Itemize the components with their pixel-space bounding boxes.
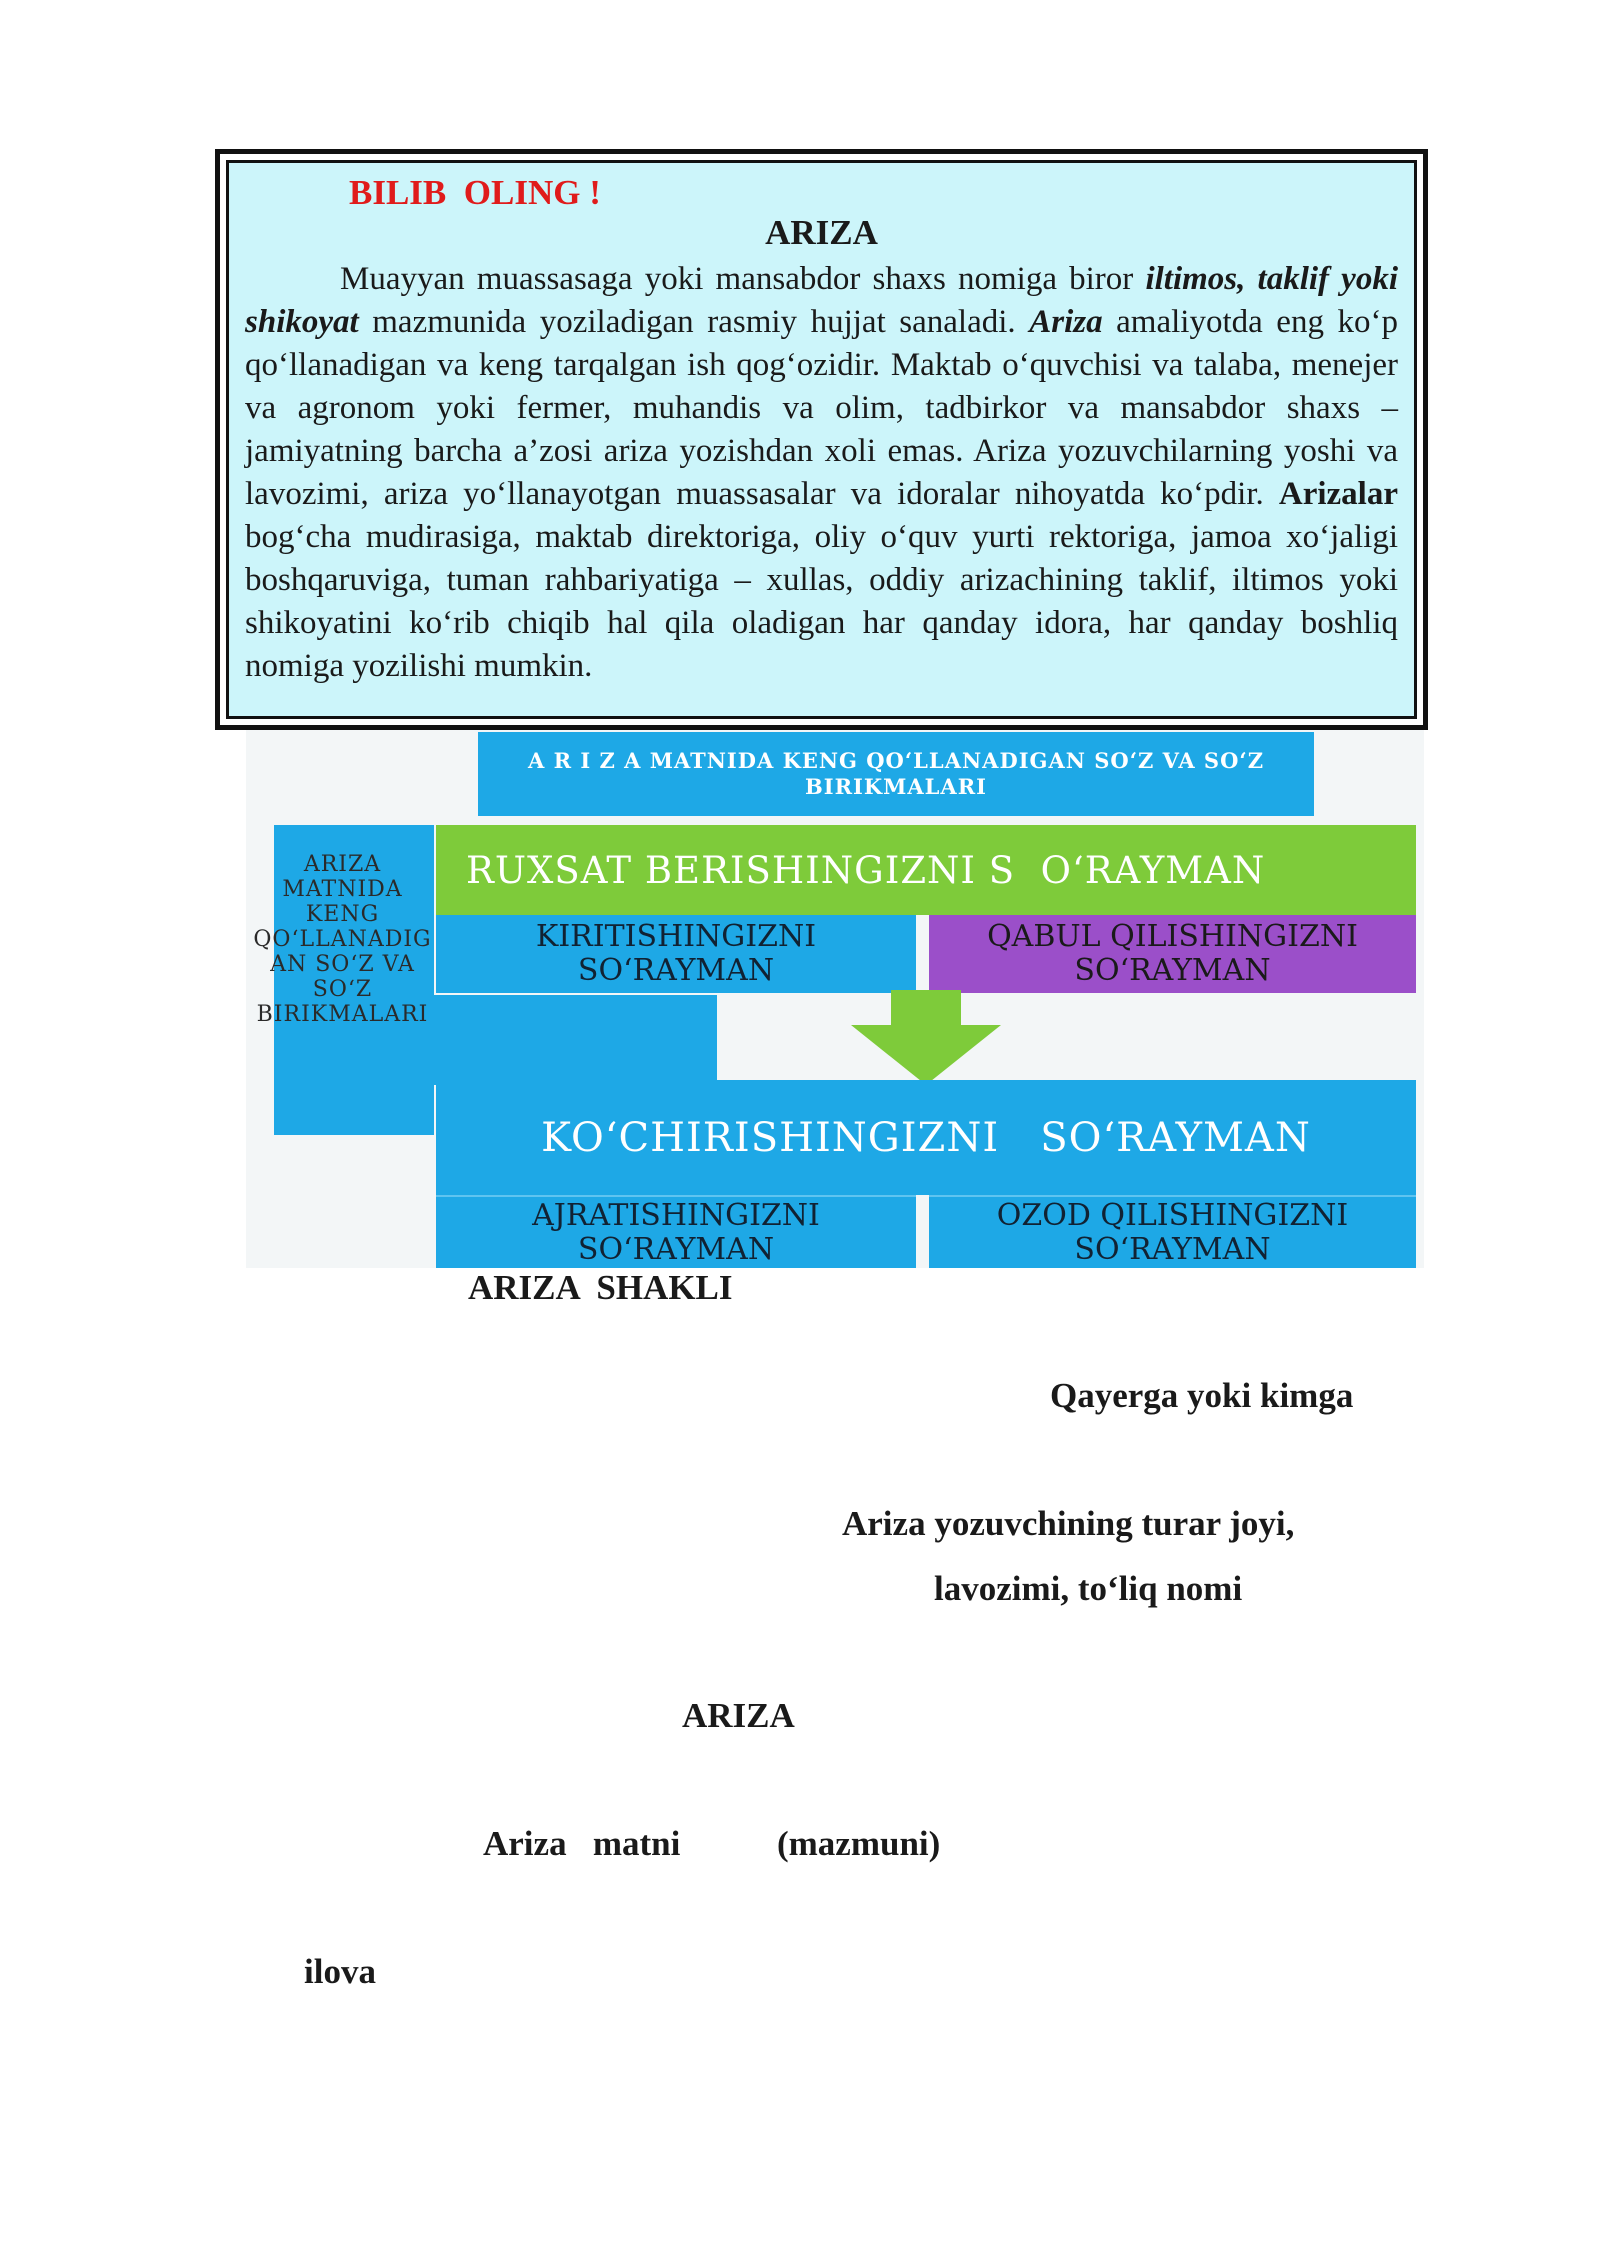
diagram-blue-bottom-right-box: OZOD QILISHINGIZNI SO‘RAYMAN <box>929 1195 1416 1268</box>
diagram-top-label-line2: BIRIKMALARI <box>805 774 987 799</box>
diagram-top-label <box>478 732 1314 816</box>
form-body-note: (mazmuni) <box>777 1824 941 1863</box>
info-paragraph-run: bog‘cha mudirasiga, maktab direktoriga, oliy o‘quv yurti rektoriga, jamoa xo‘jaligi boshqaruviga, tuman rahbariyatiga – xullas, oddiy arizachining taklif, iltimos yoki shikoyatini ko‘rib chiqib hal qila oladigan har qanday idora, har qanday boshliq nomiga yozilishi mumkin. <box>245 519 1398 684</box>
form-sender-line1: Ariza yozuvchining turar joyi, <box>842 1504 1295 1543</box>
diagram-blue-bottom-left-box: AJRATISHINGIZNI SO‘RAYMAN <box>436 1195 916 1268</box>
info-heading: BILIB OLING ! <box>349 173 601 212</box>
diagram-purple-box: QABUL QILISHINGIZNI SO‘RAYMAN <box>929 915 1416 993</box>
form-title: ARIZA SHAKLI <box>468 1268 733 1307</box>
info-paragraph-run: Ariza <box>1029 304 1103 340</box>
info-paragraph-run: Arizalar <box>1278 476 1398 512</box>
info-box <box>215 149 1428 730</box>
info-paragraph-run: Muayyan muassasaga yoki mansabdor shaxs nomiga biror <box>340 261 1146 297</box>
diagram-green-box: RUXSAT BERISHINGIZNI S O‘RAYMAN <box>436 825 1416 915</box>
diagram-blue-left-box: KIRITISHINGIZNI SO‘RAYMAN <box>436 915 916 993</box>
info-paragraph-run: amaliyotda eng ko‘p qo‘llanadigan va keng tarqalgan ish qog‘ozidir. Maktab o‘quvchisi va talaba, menejer va agronom yoki fermer, muhandis va olim, tadbirkor va mansabdor shaxs – jamiyatning barcha a’zosi ariza yozishdan xoli emas. Ariza yozuvchilarning yoshi va lavozimi, ariza yo‘llanayotgan muassasalar va idoralar nihoyatda ko‘pdir. <box>245 304 1398 512</box>
info-paragraph-run: iltimos, taklif yoki shikoyat <box>245 261 1398 340</box>
form-attachment: ilova <box>304 1952 376 1991</box>
phrases-diagram <box>246 730 1424 1268</box>
info-paragraph <box>245 258 1398 688</box>
down-arrow-icon <box>846 990 1006 1090</box>
diagram-top-label-line1: A R I Z A MATNIDA KENG QO‘LLANADIGAN SO‘Z VA SO‘Z <box>527 748 1265 773</box>
form-recipient: Qayerga yoki kimga <box>1050 1376 1354 1415</box>
diagram-blue-main-box: KO‘CHIRISHINGIZNI SO‘RAYMAN <box>436 1080 1416 1195</box>
info-paragraph-run: mazmunida yoziladigan rasmiy hujjat sanaladi. <box>358 304 1030 340</box>
form-sender-line2: lavozimi, to‘liq nomi <box>934 1569 1243 1608</box>
diagram-side-label: ARIZA MATNIDA KENG QO‘LLANADIG AN SO‘Z VA SO‘Z BIRIKMALARI <box>253 852 432 1027</box>
form-doc-title: ARIZA <box>682 1696 795 1735</box>
info-title: ARIZA <box>765 213 878 252</box>
form-body-label: Ariza matni <box>483 1824 681 1863</box>
info-box-inner <box>226 160 1417 719</box>
